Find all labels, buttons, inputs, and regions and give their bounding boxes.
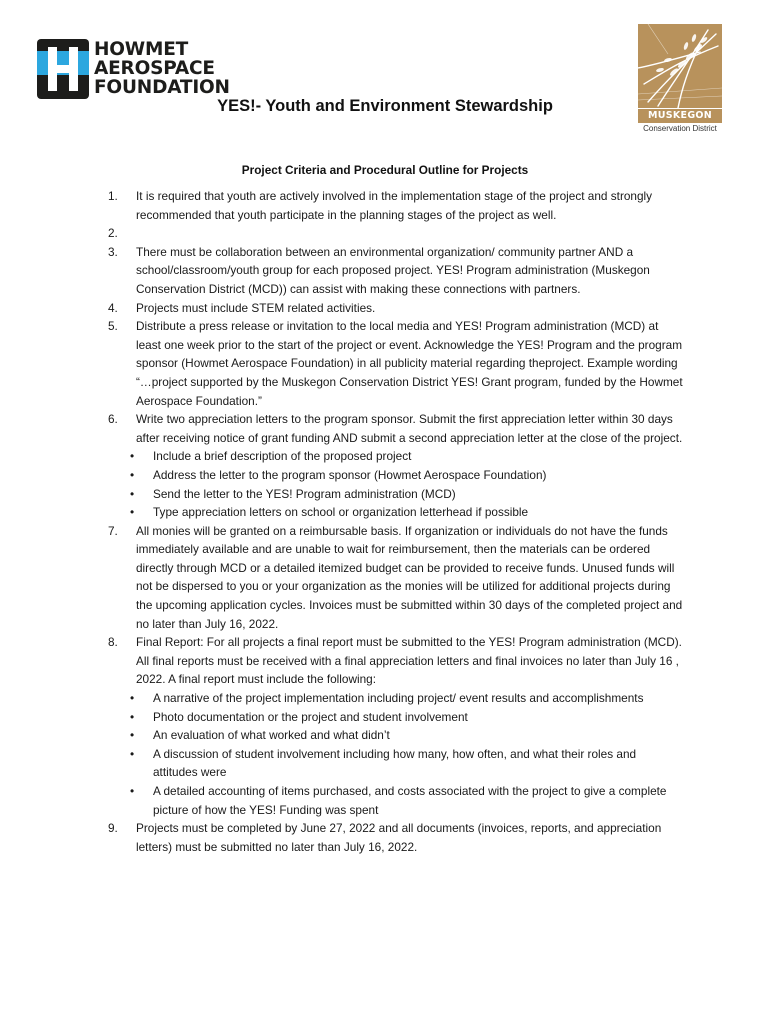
item-number: 5. (108, 319, 118, 334)
howmet-line-3: FOUNDATION (94, 77, 230, 98)
bullet-item: • Include a brief description of the proposed project (108, 447, 683, 466)
criteria-item-7 (108, 522, 683, 634)
criteria-item-1 (108, 187, 683, 224)
bullet-item: • A discussion of student involvement including how many, how often, and what their roles and attitudes were (108, 745, 683, 782)
document-title: YES!- Youth and Environment Stewardship (217, 97, 553, 115)
item-text (136, 224, 683, 243)
item-text: Write two appreciation letters to the program sponsor. Submit the first appreciation letter within 30 days after receiving notice of grant funding AND submit a second appreciation letter at the close of the project. (136, 412, 683, 445)
item-6-bullets (108, 447, 683, 521)
item-8-bullets (108, 689, 683, 819)
bullet-item: • A narrative of the project implementation including project/ event results and accomplishments (108, 689, 683, 708)
criteria-item-4 (108, 299, 683, 318)
criteria-item-2 (108, 224, 683, 243)
item-number: 6. (108, 412, 118, 427)
item-text: All monies will be granted on a reimbursable basis. If organization or individuals do not have the funds immediately available and are unable to wait for reimbursement, then the materials can be ordered directly through MCD or a detailed itemized budget can be provided to receive funds. Unused funds will not be dispersed to you or your organization as the monies will be utilized for additional projects during the upcoming application cycles. Invoices must be submitted within 30 days of the completed project and no later than July 16, 2022. (136, 523, 683, 631)
item-number: 7. (108, 523, 118, 538)
criteria-item-6 (108, 410, 683, 447)
howmet-line-2: AEROSPACE (94, 58, 215, 79)
item-number: 3. (108, 244, 118, 259)
document-subtitle: Project Criteria and Procedural Outline for Projects (241, 163, 529, 177)
item-number: 8. (108, 635, 118, 650)
muskegon-subname: Conservation District (643, 124, 717, 133)
item-text: Distribute a press release or invitation to the local media and YES! Program administration (MCD) at least one week prior to the start of the project or event. Acknowledge the YES! Program and the program sponsor (Howmet Aerospace Foundation) in all publicity material regarding theproject. Example wording “…project supported by the Muskegon Conservation District YES! Grant program, funded by the Howmet Aerospace Foundation.” (136, 319, 683, 408)
bullet-item: • Address the letter to the program sponsor (Howmet Aerospace Foundation) (108, 466, 683, 485)
item-number: 9. (108, 821, 118, 836)
muskegon-name: MUSKEGON (638, 109, 722, 123)
criteria-item-9 (108, 819, 683, 856)
howmet-line-1: HOWMET (94, 39, 189, 60)
item-text: Projects must be completed by June 27, 2022 and all documents (invoices, reports, and appreciation letters) must be submitted no later than July 16, 2022. (136, 821, 662, 854)
item-number: 4. (108, 300, 118, 315)
criteria-item-8 (108, 633, 683, 689)
item-number: 2. (108, 226, 118, 241)
bullet-item: • Send the letter to the YES! Program administration (MCD) (108, 485, 683, 504)
bullet-item: • An evaluation of what worked and what didn’t (108, 726, 683, 745)
item-text: Projects must include STEM related activities. (136, 300, 376, 315)
howmet-wordmark (94, 41, 230, 98)
item-text: There must be collaboration between an environmental organization/ community partner AND a school/classroom/youth group for each proposed project. YES! Program administration (Muskegon Conservation District (MCD)) can assist with making these connections with partners. (136, 244, 650, 296)
muskegon-logo (638, 24, 722, 134)
bullet-item: • A detailed accounting of items purchased, and costs associated with the project to give a complete picture of how the YES! Funding was spent (108, 782, 683, 819)
criteria-list (108, 187, 683, 856)
howmet-logo (37, 39, 230, 99)
howmet-h-icon (37, 39, 89, 99)
item-text: Final Report: For all projects a final report must be submitted to the YES! Program administration (MCD). All final reports must be received with a final appreciation letters and final invoices no later than July 16 , 2022. A final report must include the following: (136, 635, 682, 687)
bullet-item: • Type appreciation letters on school or organization letterhead if possible (108, 503, 683, 522)
criteria-item-3 (108, 243, 683, 299)
criteria-item-5 (108, 317, 683, 410)
bullet-item: • Photo documentation or the project and student involvement (108, 708, 683, 727)
item-number: 1. (108, 189, 118, 203)
item-text: It is required that youth are actively involved in the implementation stage of the project and strongly recommended that youth participate in the planning stages of the project as well. (136, 189, 653, 222)
